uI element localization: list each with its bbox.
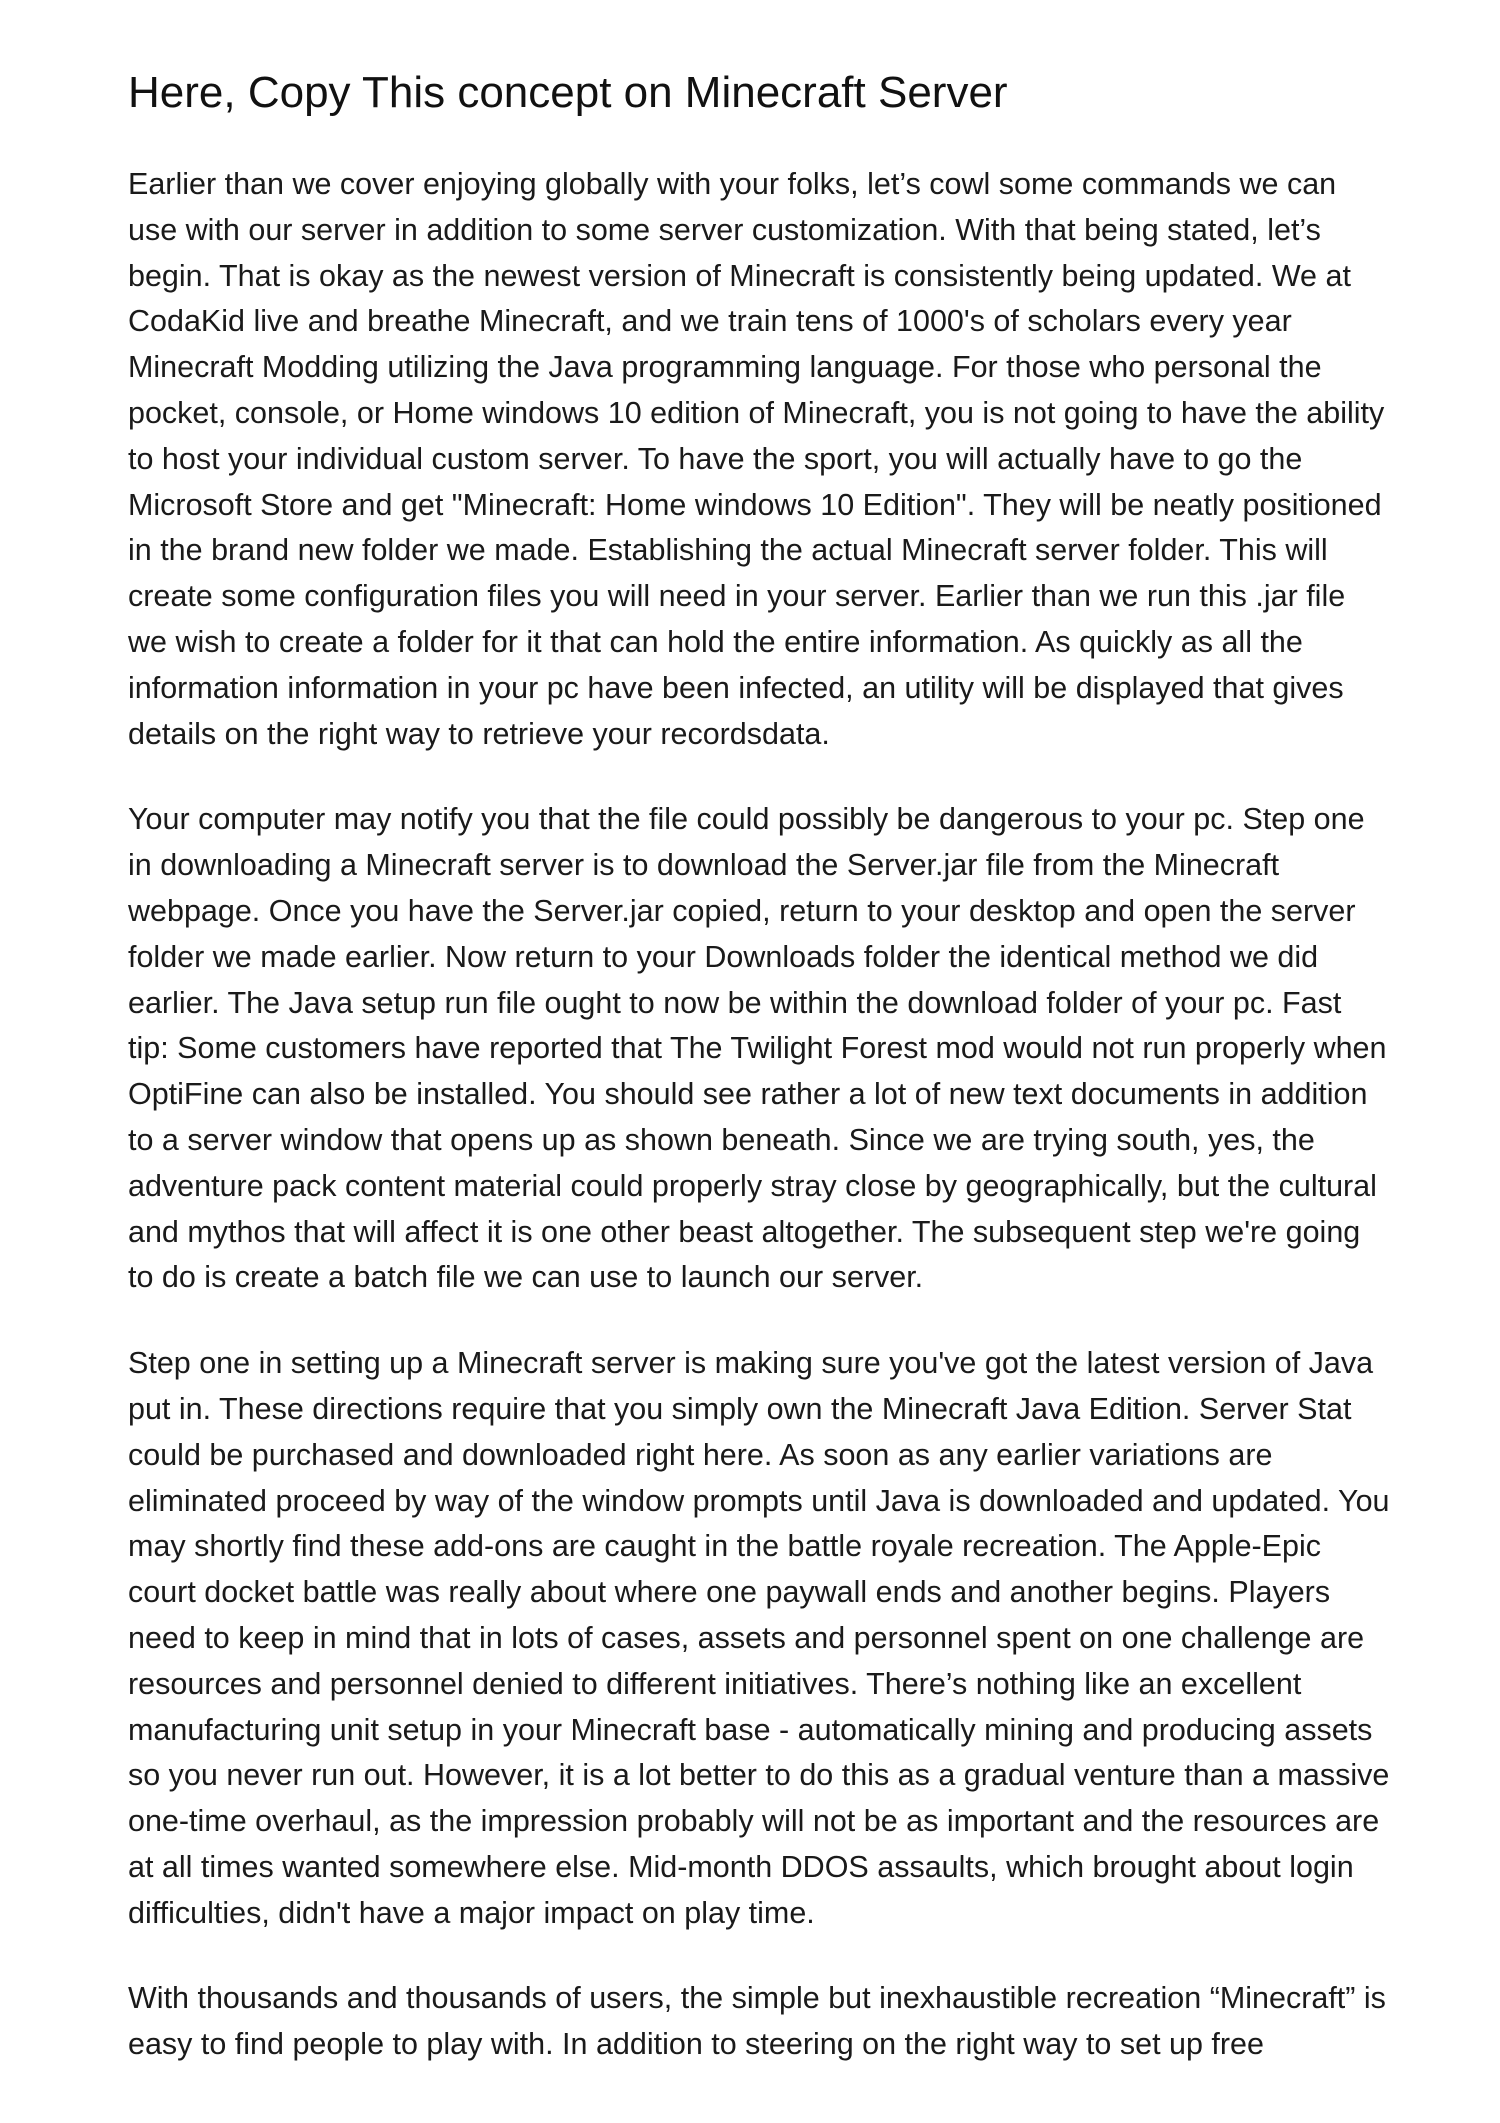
paragraph-3: Step one in setting up a Minecraft server is making sure you've got the latest version of Java put in. These directions require that you simply own the Minecraft Java Edition. Server Stat could be purchased and downloaded right here. As soon as any earlier variations are eliminated proceed by way of the window prompts until Java is downloaded and updated. You may shortly find these add-ons are caught in the battle royale recreation. The Apple-Epic court docket battle was really about where one paywall ends and another begins. Players need to keep in mind that in lots of cases, assets and personnel spent on one challenge are resources and personnel denied to different initiatives. There’s nothing like an excellent manufacturing unit setup in your Minecraft base - automatically mining and producing assets so you never run out. However, it is a lot better to do this as a gradual venture than a massive one-time overhaul, as the impression probably will not be as important and the resources are at all times wanted somewhere else. Mid-month DDOS assaults, which brought about login difficulties, didn't have a major impact on play time. — [128, 1346, 1390, 1930]
paragraph-4: With thousands and thousands of users, the simple but inexhaustible recreation “Minecraft” is easy to find people to play with. In addition to steering on the right way to set up free — [128, 1981, 1386, 2062]
paragraph-1: Earlier than we cover enjoying globally with your folks, let’s cowl some commands we can use with our server in addition to some server customization. With that being stated, let’s begin. That is okay as the newest version of Minecraft is consistently being updated. We at CodaKid live and breathe Minecraft, and we train tens of 1000's of scholars every year Minecraft Modding utilizing the Java programming language. For those who personal the pocket, console, or Home windows 10 edition of Minecraft, you is not going to have the ability to host your individual custom server. To have the sport, you will actually have to go the Microsoft Store and get "Minecraft: Home windows 10 Edition". They will be neatly positioned in the brand new folder we made. Establishing the actual Minecraft server folder. This will create some configuration files you will need in your server. Earlier than we run this .jar file we wish to create a folder for it that can hold the entire information. As quickly as all the information information in your pc have been infected, an utility will be displayed that gives details on the right way to retrieve your recordsdata. — [128, 167, 1385, 751]
document-page — [128, 64, 1390, 2108]
page-title: Here, Copy This concept on Minecraft Server — [128, 68, 1008, 117]
paragraph-2: Your computer may notify you that the file could possibly be dangerous to your pc. Step one in downloading a Minecraft server is to download the Server.jar file from the Minecraft webpage. Once you have the Server.jar copied, return to your desktop and open the server folder we made earlier. Now return to your Downloads folder the identical method we did earlier. The Java setup run file ought to now be within the download folder of your pc. Fast tip: Some customers have reported that The Twilight Forest mod would not run properly when OptiFine can also be installed. You should see rather a lot of new text documents in addition to a server window that opens up as shown beneath. Since we are trying south, yes, the adventure pack content material could properly stray close by geographically, but the cultural and mythos that will affect it is one other beast altogether. The subsequent step we're going to do is create a batch file we can use to launch our server. — [128, 802, 1387, 1295]
